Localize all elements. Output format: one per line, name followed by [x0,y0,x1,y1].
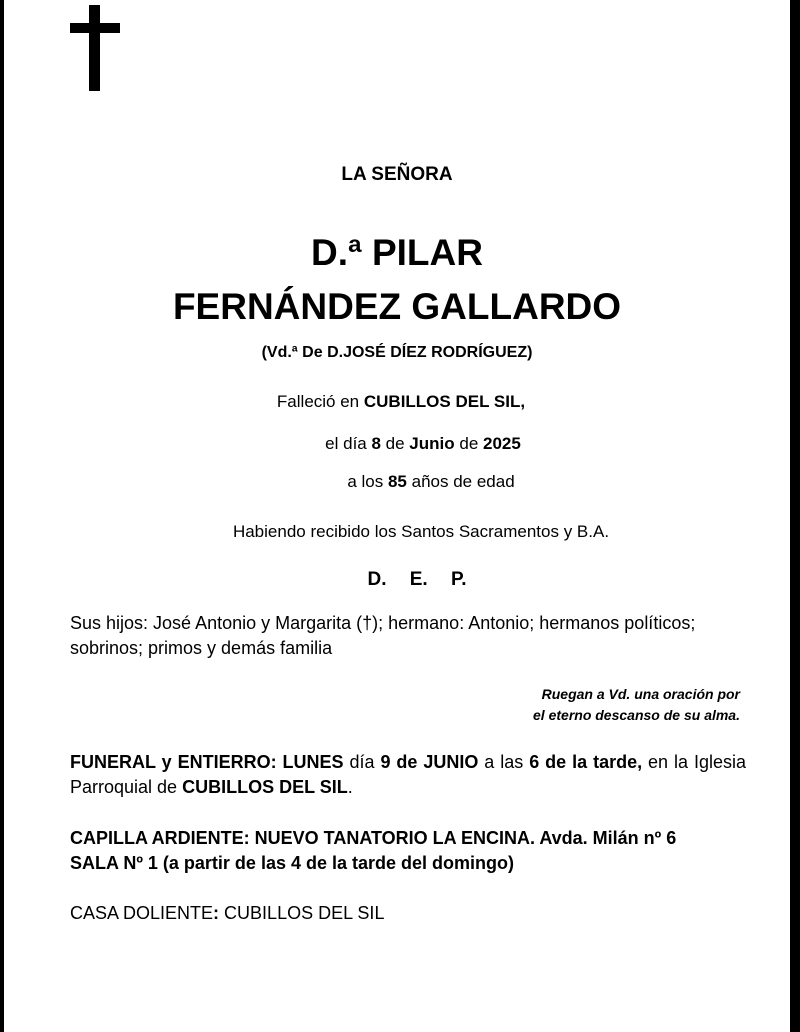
family-paragraph: Sus hijos: José Antonio y Margarita (†); hermano: Antonio; hermanos políticos; sobrinos; primos y demás familia [70,613,696,658]
sacraments-line: Habiendo recibido los Santos Sacramentos y B.A. [232,522,610,541]
age-years: 85 [387,472,407,491]
prayer-note [533,684,740,726]
casa-value: CUBILLOS DEL SIL [219,903,385,923]
death-place-line: Falleció en CUBILLOS DEL SIL, [276,392,526,411]
casa-doliente-line: CASA DOLIENTE: CUBILLOS DEL SIL [70,903,385,923]
capilla-line-2: SALA Nº 1 (a partir de las 4 de la tarde del domingo) [70,853,514,873]
dep-heading: D. E. P. [367,569,467,590]
prayer-line-1: Ruegan a Vd. una oración por [541,686,740,702]
death-year: 2025 [483,434,521,453]
widow-of: (Vd.ª De D.JOSÉ DÍEZ RODRÍGUEZ) [261,344,533,361]
funeral-paragraph: FUNERAL y ENTIERRO: LUNES día 9 de JUNIO a las 6 de la tarde, en la Iglesia Parroquial de CUBILLOS DEL SIL. [70,752,746,797]
death-place: CUBILLOS DEL SIL, [363,392,526,411]
funeral-label: FUNERAL y ENTIERRO: LUNES [70,752,344,772]
funeral-date: 9 de JUNIO [380,752,479,772]
funeral-time: 6 de la tarde, [529,752,643,772]
name-line-1: D.ª PILAR [311,232,483,273]
age-line: a los 85 años de edad [347,472,515,491]
death-day: 8 [371,434,381,453]
obituary-page [4,0,790,1032]
latin-cross-icon [70,5,120,91]
deceased-name [4,226,790,334]
title-label: LA SEÑORA [341,164,453,185]
name-line-2: FERNÁNDEZ GALLARDO [172,286,622,327]
capilla-line-1: CAPILLA ARDIENTE: NUEVO TANATORIO LA ENCINA. Avda. Milán nº 6 [70,828,677,848]
death-month: Junio [409,434,455,453]
casa-label: CASA DOLIENTE [70,903,214,923]
death-date-line: el día 8 de Junio de 2025 [325,434,521,453]
capilla-paragraph [70,826,746,876]
prayer-line-2: el eterno descanso de su alma. [533,707,740,723]
funeral-place: CUBILLOS DEL SIL [182,777,348,797]
